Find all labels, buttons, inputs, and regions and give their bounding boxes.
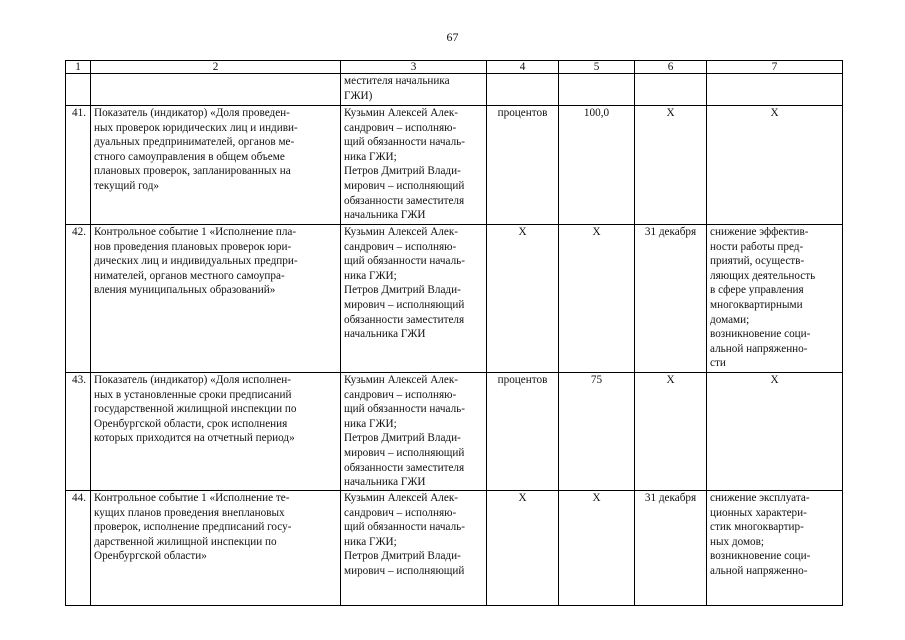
unit-of-measure: Х [487, 225, 559, 373]
unit-of-measure: процентов [487, 373, 559, 491]
consequence-text: снижение эффектив- ности работы пред- приятий, осуществ- ляющих деятельность в сфере управления многоквартирными домами; возникновение соци- альной напряженно- сти [707, 225, 843, 373]
responsible-person: Кузьмин Алексей Алек- сандрович – исполняю- щий обязанности началь- ника ГЖИ; Петров Дмитрий Влади- мирович – исполняющий обязанности заместителя начальника ГЖИ [341, 106, 487, 225]
indicator-table [65, 60, 843, 606]
column-header-7: 7 [707, 61, 843, 74]
table-row [66, 106, 843, 225]
target-value: Х [559, 225, 635, 373]
continuation-responsible-cell: местителя начальника ГЖИ) [341, 74, 487, 106]
unit-of-measure: Х [487, 491, 559, 606]
target-value: 100,0 [559, 106, 635, 225]
due-date: 31 декабря [635, 225, 707, 373]
table-row [66, 491, 843, 606]
indicator-name: Показатель (индикатор) «Доля исполнен- ных в установленные сроки предписаний государственной жилищной инспекции по Оренбургской области, срок исполнения которых приходится на отчетный период» [91, 373, 341, 491]
column-header-1: 1 [66, 61, 91, 74]
consequence-text: Х [707, 373, 843, 491]
column-header-5: 5 [559, 61, 635, 74]
row-number: 42. [66, 225, 91, 373]
responsible-person: Кузьмин Алексей Алек- сандрович – исполняю- щий обязанности началь- ника ГЖИ; Петров Дмитрий Влади- мирович – исполняющий обязанности заместителя начальника ГЖИ [341, 225, 487, 373]
continuation-value-cell [559, 74, 635, 106]
continuation-date-cell [635, 74, 707, 106]
due-date: Х [635, 106, 707, 225]
row-number: 44. [66, 491, 91, 606]
table-row [66, 373, 843, 491]
indicator-name: Контрольное событие 1 «Исполнение те- кущих планов проведения внеплановых проверок, исполнение предписаний госу- дарственной жилищной инспекции по Оренбургской области» [91, 491, 341, 606]
page-number: 67 [446, 30, 459, 44]
table-row [66, 225, 843, 373]
column-header-3: 3 [341, 61, 487, 74]
continuation-unit-cell [487, 74, 559, 106]
unit-of-measure: процентов [487, 106, 559, 225]
column-header-6: 6 [635, 61, 707, 74]
continuation-row [66, 74, 843, 106]
consequence-text: снижение эксплуата- ционных характери- стик многоквартир- ных домов; возникновение соци- альной напряженно- [707, 491, 843, 606]
row-number: 43. [66, 373, 91, 491]
row-number: 41. [66, 106, 91, 225]
due-date: 31 декабря [635, 491, 707, 606]
continuation-number-cell [66, 74, 91, 106]
column-header-2: 2 [91, 61, 341, 74]
indicator-name: Контрольное событие 1 «Исполнение пла- нов проведения плановых проверок юри- дических лиц и индивидуальных предпри- нимателей, органов местного самоупра- вления муниципальных образований» [91, 225, 341, 373]
continuation-consequence-cell [707, 74, 843, 106]
consequence-text: Х [707, 106, 843, 225]
table-header-row [66, 61, 843, 74]
responsible-person: Кузьмин Алексей Алек- сандрович – исполняю- щий обязанности началь- ника ГЖИ; Петров Дмитрий Влади- мирович – исполняющий [341, 491, 487, 606]
responsible-person: Кузьмин Алексей Алек- сандрович – исполняю- щий обязанности началь- ника ГЖИ; Петров Дмитрий Влади- мирович – исполняющий обязанности заместителя начальника ГЖИ [341, 373, 487, 491]
column-header-4: 4 [487, 61, 559, 74]
due-date: Х [635, 373, 707, 491]
target-value: Х [559, 491, 635, 606]
target-value: 75 [559, 373, 635, 491]
indicator-name: Показатель (индикатор) «Доля проведен- ных проверок юридических лиц и индиви- дуальных предпринимателей, органов ме- стного самоуправления в общем объеме плановых проверок, запланированных на текущий год» [91, 106, 341, 225]
continuation-name-cell [91, 74, 341, 106]
